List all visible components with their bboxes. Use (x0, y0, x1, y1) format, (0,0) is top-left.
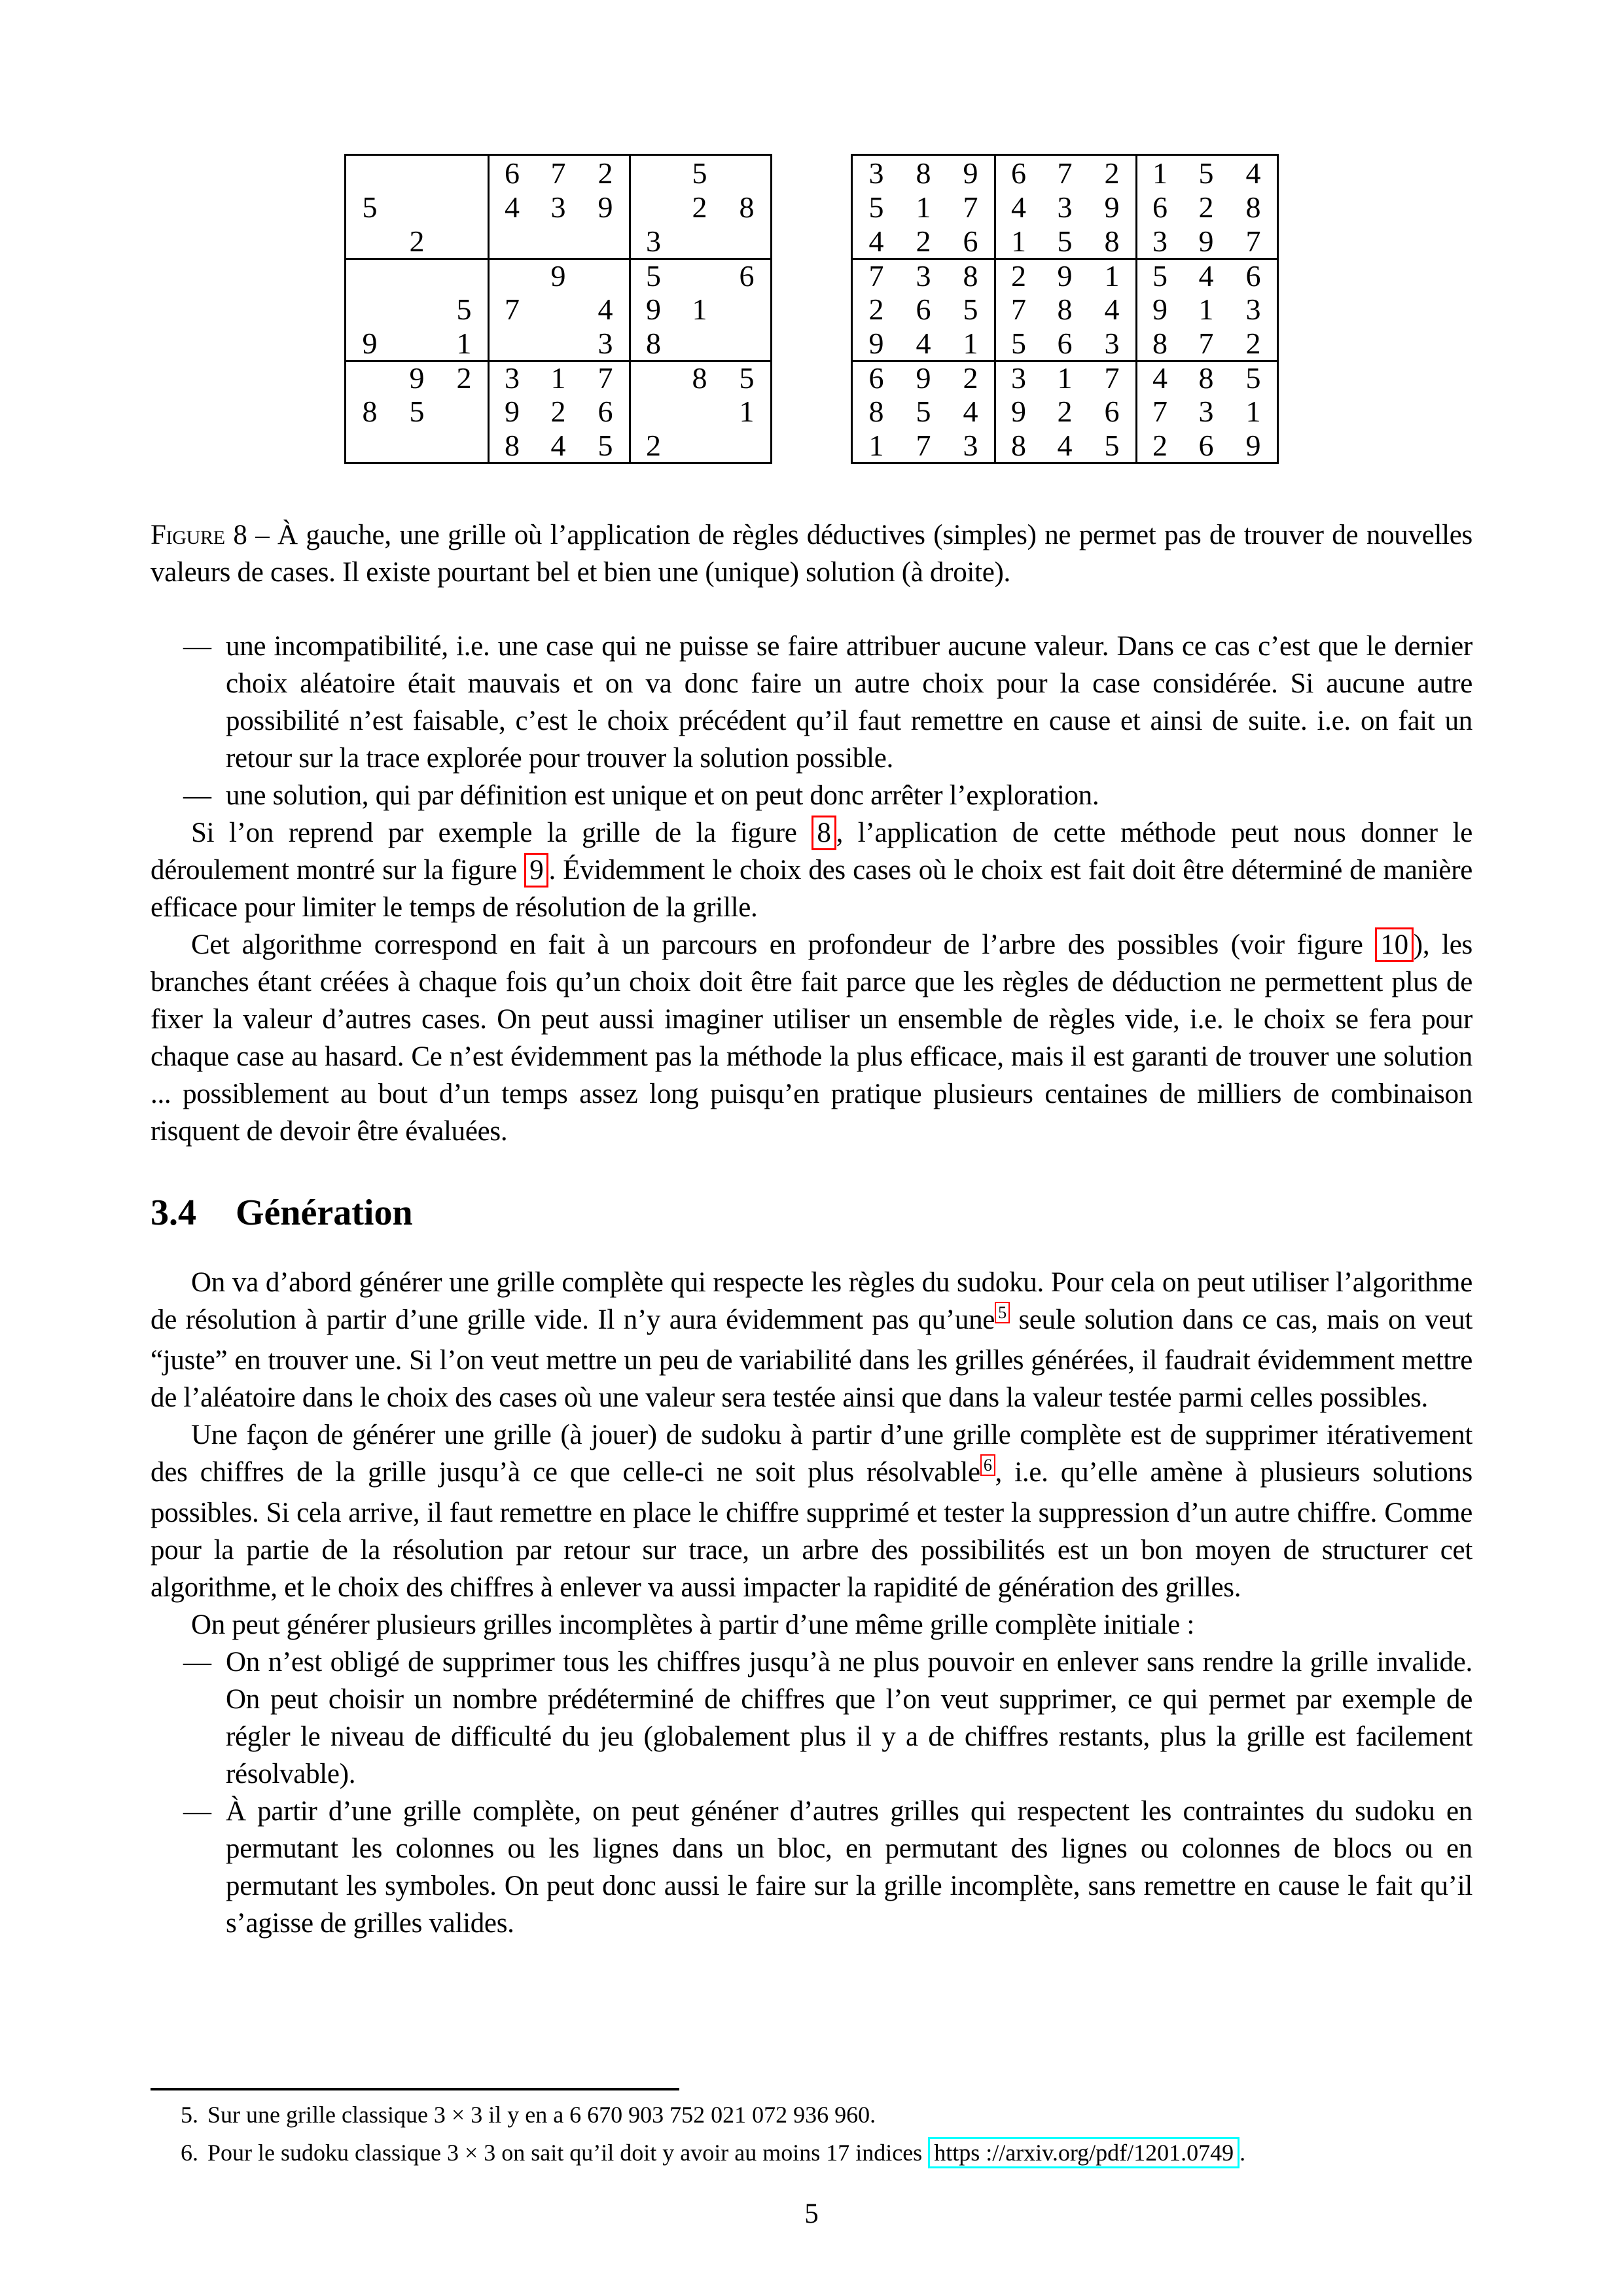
sudoku-cell (629, 360, 676, 394)
sudoku-cell: 4 (994, 190, 1041, 224)
paragraph-text: Une façon de générer une grille (à jouer) de sudoku à partir d’une grille complète est de supprimer itérativement des chiffres de la grille jusqu’à ce que celle-ci ne soit plus résolvable (151, 1420, 1472, 1488)
sudoku-cell: 1 (692, 292, 707, 326)
figure-caption-label: Figure (151, 520, 225, 550)
sudoku-cell (723, 292, 770, 326)
sudoku-cell: 7 (1135, 394, 1183, 428)
paragraph-text: ), les branches étant créées à chaque fois qu’un choix doit être fait parce que les règles de déduction ne permettent plus de fixer la valeur d’autres cases. On peut aussi imaginer utiliser un ensemble de règles vide, i.e. le choix se fera pour chaque case au hasard. Ce n’est évidemment pas la méthode la plus efficace, mais il est garanti de trouver une solution ... possiblement au bout d’un temps assez long puisqu’en pratique plusieurs centaines de milliers de combinaison risquent de devoir être évaluées. (151, 929, 1472, 1147)
sudoku-cell: 5 (1104, 428, 1120, 462)
sudoku-cell: 8 (947, 258, 994, 292)
sudoku-cell (440, 190, 488, 224)
sudoku-cell: 3 (488, 360, 535, 394)
sudoku-cell: 5 (723, 360, 770, 394)
sudoku-cell: 2 (440, 360, 488, 394)
figure-ref-9-link[interactable]: 9 (524, 853, 548, 888)
sudoku-cell: 2 (994, 258, 1041, 292)
figure-8-grids (151, 0, 1472, 464)
sudoku-cell: 1 (868, 428, 884, 462)
sudoku-cell (346, 292, 393, 326)
paragraph-text: , i.e. qu’elle amène à plusieurs solutions possibles. Si cela arrive, il faut remettre en place le chiffre supprimé et tester la suppression d’un autre chiffre. Comme pour la partie de la résolution par retour sur trace, un arbre des possibilités est un bon moyen de structurer cet algorithme, et le choix des chiffres à enlever va aussi impacter la rapidité de génération des grilles. (151, 1457, 1472, 1603)
sudoku-cell: 7 (1198, 326, 1214, 360)
paragraph-text: , l’application de cette méthode peut nous donner le déroulement montré sur la figure (151, 817, 1472, 886)
sudoku-cell: 7 (853, 258, 900, 292)
section-title: Génération (236, 1193, 413, 1233)
sudoku-cell: 6 (723, 258, 770, 292)
sudoku-cell: 4 (963, 394, 978, 428)
figure-ref-10-link[interactable]: 10 (1375, 927, 1413, 962)
paragraph-text: Si l’on reprend par exemple la grille de la figure (191, 817, 812, 848)
sudoku-cell: 7 (550, 156, 566, 190)
sudoku-cell: 9 (535, 258, 582, 292)
sudoku-cell: 3 (868, 156, 884, 190)
sudoku-cell: 1 (916, 190, 931, 224)
sudoku-cell: 4 (868, 224, 884, 258)
sudoku-cell (676, 394, 723, 428)
sudoku-cell (346, 156, 393, 190)
figure-caption (151, 516, 1472, 591)
sudoku-cell (440, 258, 488, 292)
sudoku-cell: 4 (916, 326, 931, 360)
sudoku-cell (723, 428, 770, 462)
sudoku-cell (676, 258, 723, 292)
sudoku-cell: 7 (916, 428, 931, 462)
list-item (151, 1643, 1472, 1793)
sudoku-cell: 4 (597, 292, 613, 326)
footnote-ref-6-link[interactable]: 6 (980, 1454, 995, 1476)
sudoku-cell: 4 (1245, 156, 1261, 190)
sudoku-cell: 8 (676, 360, 723, 394)
sudoku-cell: 5 (1230, 360, 1277, 394)
sudoku-cell: 5 (963, 292, 978, 326)
sudoku-cell: 2 (1135, 428, 1183, 462)
sudoku-cell: 9 (963, 156, 978, 190)
sudoku-cell (629, 394, 676, 428)
sudoku-cell: 5 (1057, 224, 1073, 258)
sudoku-cell (393, 190, 440, 224)
sudoku-cell: 8 (1245, 190, 1261, 224)
sudoku-cell: 7 (963, 190, 978, 224)
sudoku-cell (488, 258, 535, 292)
footnote-label: 6. (181, 2140, 198, 2166)
sudoku-cell (535, 292, 582, 326)
item-dash: — (183, 1647, 211, 1677)
sudoku-cell (723, 326, 770, 360)
sudoku-cell: 3 (629, 224, 676, 258)
sudoku-cell: 2 (692, 190, 707, 224)
sudoku-cell: 5 (362, 190, 378, 224)
sudoku-cell (723, 224, 770, 258)
sudoku-cell: 3 (1245, 292, 1261, 326)
sudoku-cell: 5 (916, 394, 931, 428)
sudoku-cell (629, 190, 676, 224)
sudoku-cell: 1 (1041, 360, 1088, 394)
sudoku-cell: 8 (1183, 360, 1230, 394)
page-number: 5 (804, 2198, 819, 2229)
paragraph-multiple-grids-intro (151, 1606, 1472, 1643)
arxiv-url-link[interactable]: https ://arxiv.org/pdf/1201.0749 (928, 2137, 1240, 2168)
sudoku-cell (535, 224, 582, 258)
sudoku-cell: 9 (1041, 258, 1088, 292)
sudoku-cell: 8 (1057, 292, 1073, 326)
sudoku-cell: 9 (1104, 190, 1120, 224)
sudoku-cell (582, 258, 629, 292)
sudoku-cell: 9 (488, 394, 535, 428)
sudoku-cell: 1 (1198, 292, 1214, 326)
sudoku-cell: 2 (597, 156, 613, 190)
sudoku-cell (346, 360, 393, 394)
sudoku-cell: 3 (1057, 190, 1073, 224)
sudoku-cell: 1 (1245, 394, 1261, 428)
paragraph-generation-full-grid (151, 1264, 1472, 1416)
footnote-text: Sur une grille classique 3 × 3 il y en a 6 670 903 752 021 072 936 960. (207, 2102, 876, 2128)
figure-ref-8-link[interactable]: 8 (812, 816, 836, 850)
bullet-list-outcomes (151, 628, 1472, 814)
sudoku-cell: 7 (1057, 156, 1073, 190)
sudoku-cell (629, 156, 676, 190)
sudoku-cell (488, 224, 535, 258)
sudoku-cell: 8 (1135, 326, 1183, 360)
paragraph-text: On peut générer plusieurs grilles incomplètes à partir d’une même grille complète initiale : (191, 1609, 1195, 1640)
sudoku-cell (393, 326, 440, 360)
sudoku-cell: 2 (947, 360, 994, 394)
list-item (151, 1793, 1472, 1942)
paragraph-depth-first (151, 926, 1472, 1150)
sudoku-cell: 8 (739, 190, 755, 224)
sudoku-cell: 3 (597, 326, 613, 360)
section-heading (151, 1192, 1472, 1234)
sudoku-cell: 2 (1198, 190, 1214, 224)
sudoku-cell: 9 (362, 326, 378, 360)
sudoku-cell: 1 (1088, 258, 1135, 292)
sudoku-cell: 2 (629, 428, 676, 462)
sudoku-cell: 9 (1135, 292, 1183, 326)
sudoku-cell: 8 (868, 394, 884, 428)
figure-caption-text: À gauche, une grille où l’application de règles déductives (simples) ne permet pas de trouver de nouvelles valeurs de cases. Il existe pourtant bel et bien une (unique) solution (à droite). (151, 520, 1472, 588)
sudoku-cell: 6 (963, 224, 978, 258)
sudoku-cell: 5 (597, 428, 613, 462)
section-number: 3.4 (151, 1193, 196, 1233)
sudoku-cell: 5 (409, 394, 425, 428)
sudoku-cell: 9 (1198, 224, 1214, 258)
list-item (151, 777, 1472, 814)
sudoku-cell: 9 (994, 394, 1041, 428)
sudoku-cell (676, 428, 723, 462)
sudoku-cell (393, 428, 440, 462)
footnote-5 (151, 2096, 1472, 2134)
sudoku-cell: 3 (1135, 224, 1183, 258)
paragraph-text: . Évidemment le choix des cases où le choix est fait doit être déterminé de manière efficace pour limiter le temps de résolution de la grille. (151, 855, 1472, 923)
sudoku-cell: 6 (1057, 326, 1073, 360)
paragraph-text: seule solution dans ce cas, mais on veut “juste” en trouver une. Si l’on veut mettre un peu de variabilité dans les grilles générées, il faudrait évidemment mettre de l’aléatoire dans le choix des cases où une valeur sera testée ainsi que dans la valeur testée parmi celles possibles. (151, 1304, 1472, 1413)
sudoku-cell: 3 (963, 428, 978, 462)
sudoku-cell: 4 (1057, 428, 1073, 462)
sudoku-cell: 3 (994, 360, 1041, 394)
paragraph-text: Cet algorithme correspond en fait à un parcours en profondeur de l’arbre des possibles (voir figure (191, 929, 1376, 960)
sudoku-cell: 5 (994, 326, 1041, 360)
sudoku-cell: 7 (488, 292, 535, 326)
sudoku-cell: 2 (1245, 326, 1261, 360)
sudoku-cell: 9 (868, 326, 884, 360)
item-dash: — (183, 631, 211, 662)
footnote-text: Pour le sudoku classique 3 × 3 on sait qu’il doit y avoir au moins 17 indices (207, 2140, 929, 2166)
sudoku-cell (440, 428, 488, 462)
sudoku-cell: 4 (1104, 292, 1120, 326)
sudoku-cell (393, 258, 440, 292)
sudoku-cell: 7 (994, 292, 1041, 326)
sudoku-cell: 7 (582, 360, 629, 394)
sudoku-cell: 6 (1135, 190, 1183, 224)
sudoku-cell: 7 (1088, 360, 1135, 394)
sudoku-cell: 3 (550, 190, 566, 224)
sudoku-cell: 2 (868, 292, 884, 326)
sudoku-cell (535, 326, 582, 360)
item-dash: — (183, 780, 211, 811)
footnote-label: 5. (181, 2102, 198, 2128)
item-dash: — (183, 1796, 211, 1827)
sudoku-cell: 4 (488, 190, 535, 224)
sudoku-cell: 9 (597, 190, 613, 224)
sudoku-cell: 8 (362, 394, 378, 428)
sudoku-cell: 3 (900, 258, 947, 292)
sudoku-cell: 8 (1104, 224, 1120, 258)
paragraph-generation-removal (151, 1416, 1472, 1606)
sudoku-grid-puzzle (344, 154, 772, 464)
sudoku-cell: 1 (739, 394, 755, 428)
sudoku-cell (440, 224, 488, 258)
bullet-list-generation (151, 1643, 1472, 1942)
sudoku-cell: 6 (1230, 258, 1277, 292)
sudoku-cell: 5 (868, 190, 884, 224)
list-item (151, 628, 1472, 777)
sudoku-cell: 7 (1245, 224, 1261, 258)
sudoku-cell: 2 (409, 224, 425, 258)
sudoku-cell (393, 156, 440, 190)
sudoku-cell: 2 (916, 224, 931, 258)
sudoku-cell: 5 (456, 292, 472, 326)
footnotes-block (151, 2096, 1472, 2172)
sudoku-cell (676, 326, 723, 360)
sudoku-cell (440, 156, 488, 190)
sudoku-cell (393, 292, 440, 326)
list-item-text: À partir d’une grille complète, on peut généner d’autres grilles qui respectent les contraintes du sudoku en permutant les colonnes ou les lignes dans un bloc, en permutant des lignes ou colonnes de blocs ou en permutant les symboles. On peut donc aussi le faire sur la grille incomplète, sans remettre en cause le fait qu’il s’agisse de grilles valides. (226, 1796, 1472, 1939)
sudoku-cell (488, 326, 535, 360)
footnote-ref-5-link[interactable]: 5 (995, 1302, 1010, 1323)
sudoku-cell: 6 (853, 360, 900, 394)
sudoku-cell: 6 (1104, 394, 1120, 428)
sudoku-cell: 1 (994, 224, 1041, 258)
sudoku-cell: 4 (1183, 258, 1230, 292)
sudoku-cell (346, 224, 393, 258)
sudoku-cell: 8 (629, 326, 676, 360)
sudoku-cell: 6 (994, 156, 1041, 190)
sudoku-cell: 6 (488, 156, 535, 190)
sudoku-cell: 6 (916, 292, 931, 326)
sudoku-cell (346, 428, 393, 462)
sudoku-cell: 4 (1135, 360, 1183, 394)
footnote-6 (151, 2134, 1472, 2172)
sudoku-cell: 9 (900, 360, 947, 394)
sudoku-cell: 6 (1198, 428, 1214, 462)
sudoku-cell: 5 (1198, 156, 1214, 190)
sudoku-cell (346, 258, 393, 292)
sudoku-cell: 1 (1135, 156, 1183, 190)
list-item-text: une solution, qui par définition est unique et on peut donc arrêter l’exploration. (226, 780, 1099, 811)
sudoku-cell: 5 (692, 156, 707, 190)
sudoku-cell: 2 (550, 394, 566, 428)
sudoku-cell: 1 (456, 326, 472, 360)
sudoku-cell: 5 (629, 258, 676, 292)
sudoku-cell: 1 (963, 326, 978, 360)
list-item-text: une incompatibilité, i.e. une case qui ne puisse se faire attribuer aucune valeur. Dans ce cas c’est que le dernier choix aléatoire était mauvais et on va donc faire un autre choix pour la case considérée. Si aucune autre possibilité n’est faisable, c’est le choix précédent qu’il faut remettre en cause et ainsi de suite. i.e. on fait un retour sur la trace explorée pour trouver la solution possible. (226, 631, 1472, 774)
sudoku-cell: 2 (1104, 156, 1120, 190)
sudoku-cell: 8 (916, 156, 931, 190)
sudoku-cell (676, 224, 723, 258)
list-item-text: On n’est obligé de supprimer tous les chiffres jusqu’à ne plus pouvoir en enlever sans rendre la grille invalide. On peut choisir un nombre prédéterminé de chiffres que l’on veut supprimer, ce qui permet par exemple de régler le niveau de difficulté du jeu (globalement plus il y a de chiffres restants, plus la grille est facilement résolvable). (226, 1647, 1472, 1789)
sudoku-cell: 4 (550, 428, 566, 462)
footnote-text: . (1240, 2140, 1246, 2166)
sudoku-cell: 1 (535, 360, 582, 394)
sudoku-cell: 8 (488, 428, 535, 462)
figure-caption-separator: – (255, 520, 270, 550)
sudoku-cell (440, 394, 488, 428)
sudoku-cell (582, 224, 629, 258)
sudoku-cell: 3 (1198, 394, 1214, 428)
paragraph-text: On va d’abord générer une grille complète qui respecte les règles du sudoku. Pour cela on peut utiliser l’algorithme de résolution à partir d’une grille vide. Il n’y aura évidemment pas qu’une (151, 1267, 1472, 1335)
sudoku-cell: 2 (1057, 394, 1073, 428)
sudoku-cell: 6 (597, 394, 613, 428)
figure-caption-number: 8 (233, 520, 247, 550)
sudoku-cell: 9 (1245, 428, 1261, 462)
sudoku-cell: 9 (393, 360, 440, 394)
sudoku-cell: 3 (1104, 326, 1120, 360)
sudoku-grid-solution (851, 154, 1279, 464)
footnote-rule (151, 2088, 679, 2090)
paragraph-figure-example (151, 814, 1472, 926)
sudoku-cell: 8 (994, 428, 1041, 462)
sudoku-cell: 9 (629, 292, 676, 326)
sudoku-cell: 5 (1135, 258, 1183, 292)
sudoku-cell (723, 156, 770, 190)
